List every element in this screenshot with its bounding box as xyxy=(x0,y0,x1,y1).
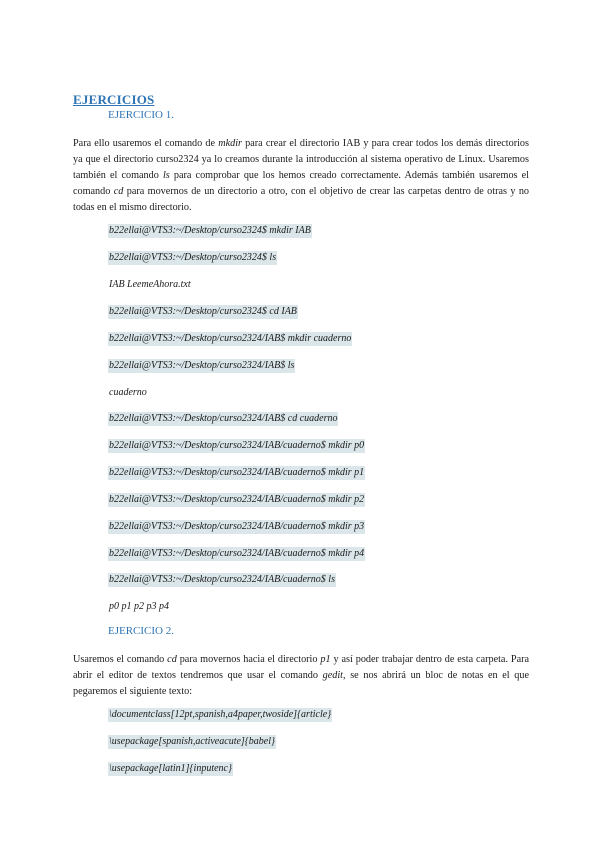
inline-command: mkdir xyxy=(218,138,242,149)
command-line: b22ellai@VTS3:~/Desktop/curso2324/IAB/cuaderno$ mkdir p2 xyxy=(109,494,365,505)
inline-command: cd xyxy=(113,186,124,197)
ejercicio-2-title: EJERCICIO 2. xyxy=(108,625,174,637)
command-line: b22ellai@VTS3:~/Desktop/curso2324/IAB$ cd cuaderno xyxy=(109,413,338,424)
para-text: y así poder trabajar dentro de esta carpeta. Para abrir el editor de textos tendremos que usar el comando xyxy=(73,654,530,681)
para-text: para movernos de un directorio a otro, con el objetivo de crear las carpetas dentro de otras y no todas en el mismo directorio. xyxy=(73,186,530,213)
command-line: b22ellai@VTS3:~/Desktop/curso2324/IAB/cuaderno$ mkdir p4 xyxy=(109,548,365,559)
command-line: b22ellai@VTS3:~/Desktop/curso2324/IAB/cuaderno$ mkdir p3 xyxy=(109,521,365,532)
command-output: p0 p1 p2 p3 p4 xyxy=(109,601,169,612)
inline-command: gedit xyxy=(322,670,344,681)
command-line: b22ellai@VTS3:~/Desktop/curso2324/IAB$ mkdir cuaderno xyxy=(109,333,352,344)
inline-command: cd xyxy=(167,654,177,665)
heading-ejercicios: EJERCICIOS xyxy=(73,92,155,107)
para-text: para movernos hacia el directorio xyxy=(176,654,321,665)
command-output: cuaderno xyxy=(109,387,147,398)
command-line: b22ellai@VTS3:~/Desktop/curso2324/IAB/cuaderno$ mkdir p1 xyxy=(109,467,365,478)
latex-code-line: \usepackage[latin1]{inputenc} xyxy=(109,763,232,774)
ejercicio-2-paragraph xyxy=(73,652,529,700)
inline-command: ls xyxy=(162,170,170,181)
para-text: para comprobar que los hemos creado correctamente. Además también usaremos el comando xyxy=(73,170,529,197)
inline-command: p1 xyxy=(320,654,331,665)
ejercicio-1-paragraph xyxy=(73,136,529,216)
para-text: , se nos abrirá un bloc de notas en el que pegaremos el siguiente texto: xyxy=(73,670,530,697)
command-line: b22ellai@VTS3:~/Desktop/curso2324$ cd IAB xyxy=(109,306,297,317)
ejercicio-1-title: EJERCICIO 1. xyxy=(108,109,174,121)
latex-code-line: \documentclass[12pt,spanish,a4paper,twoside]{article} xyxy=(109,709,332,720)
command-output: IAB LeemeAhora.txt xyxy=(109,279,191,290)
command-line: b22ellai@VTS3:~/Desktop/curso2324$ ls xyxy=(109,252,277,263)
command-line: b22ellai@VTS3:~/Desktop/curso2324/IAB/cuaderno$ ls xyxy=(109,574,335,585)
para-text: Usaremos el comando xyxy=(73,654,168,665)
command-line: b22ellai@VTS3:~/Desktop/curso2324/IAB$ ls xyxy=(109,360,295,371)
command-line: b22ellai@VTS3:~/Desktop/curso2324$ mkdir IAB xyxy=(109,225,311,236)
para-text: para crear el directorio IAB y para crear todos los demás directorios ya que el directorio curso2324 ya lo creamos durante la introducción al sistema operativo de Linux. Usaremos también el comando xyxy=(73,138,529,181)
latex-code-line: \usepackage[spanish,activeacute]{babel} xyxy=(109,736,276,747)
para-text: Para ello usaremos el comando de xyxy=(73,138,219,149)
command-line: b22ellai@VTS3:~/Desktop/curso2324/IAB/cuaderno$ mkdir p0 xyxy=(109,440,365,451)
